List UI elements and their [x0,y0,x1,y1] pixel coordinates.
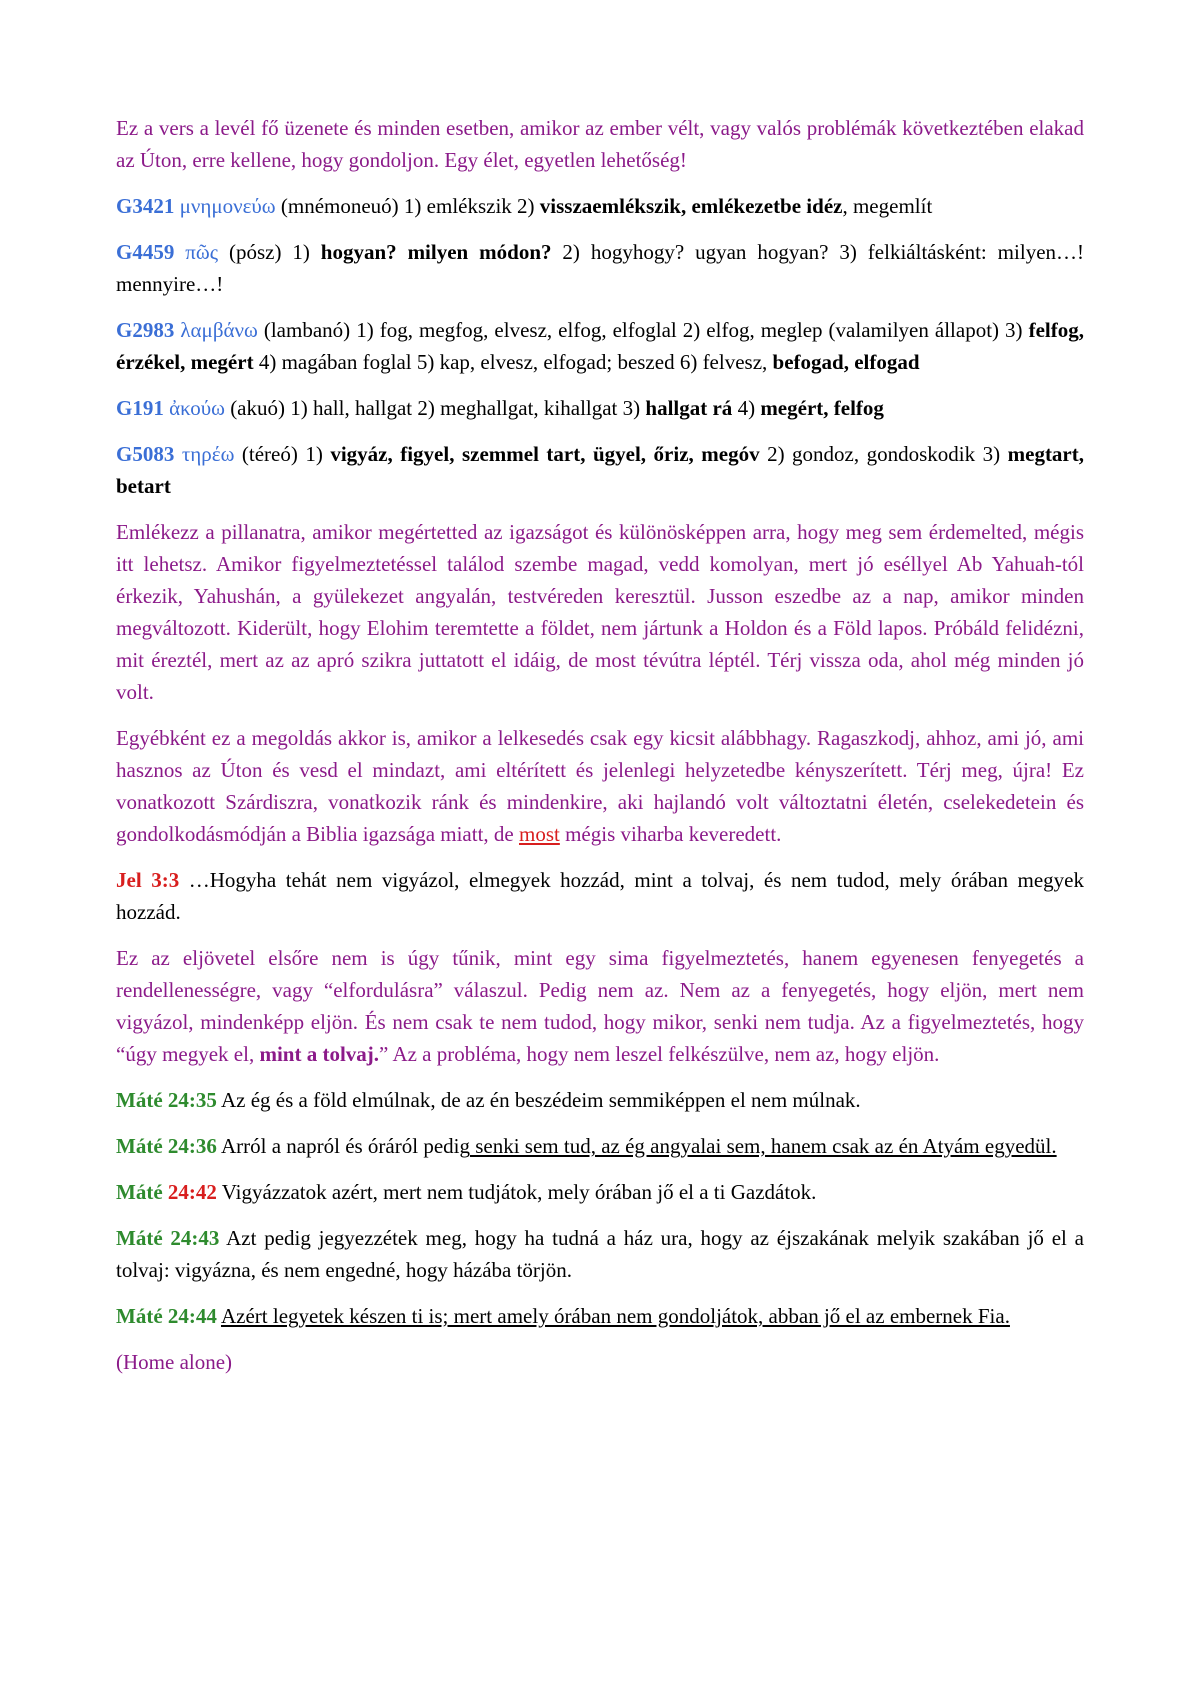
verse-reference: Jel 3:3 [116,868,180,892]
verse-reference-book: Máté [116,1180,168,1204]
greek-word: μνημονεύω [179,194,276,218]
verse-reference: Máté 24:44 [116,1304,217,1328]
greek-word: πῶς [185,240,219,264]
lexicon-g3421: G3421 μνημονεύω (mnémoneuó) 1) emlékszik 2) visszaemlékszik, emlékezetbe idéz, megemlít [116,194,933,218]
lexicon-g191: G191 ἀκούω (akuó) 1) hall, hallgat 2) meghallgat, kihallgat 3) hallgat rá 4) megért, felfog [116,396,884,420]
strong-code: G5083 [116,442,175,466]
verse-reference: Máté 24:35 [116,1088,217,1112]
verse-underlined-text: Azért legyetek készen ti is; mert amely órában nem gondoljátok, abban jő el az embernek Fia. [220,1304,1010,1328]
intro-paragraph: Ez a vers a levél fő üzenete és minden esetben, amikor az ember vélt, vagy valós problémák következtében elakad az Úton, erre kellene, hogy gondoljon. Egy élet, egyetlen lehetőség! [116,116,1084,172]
verse-text: Vigyázzatok azért, mert nem tudjátok, mely órában jő el a ti Gazdátok. [216,1180,817,1204]
greek-word: τηρέω [181,442,235,466]
strong-code: G191 [116,396,164,420]
verse-mate-24-44 [116,1300,1084,1332]
verse-underlined-text: senki sem tud, az ég angyalai sem, hanem csak az én Atyám egyedül. [469,1134,1057,1158]
verse-reference-number: 24:42 [167,1180,217,1204]
commentary-paragraph-2: Egyébként ez a megoldás akkor is, amikor a lelkesedés csak egy kicsit alábbhagy. Ragaszkodj, ahhoz, ami jó, ami hasznos az Úton és vesd el mindazt, ami eltérített és jelenlegi helyzetedbe kényszerített. Térj meg, újra! Ez vonatkozott Szárdiszra, vonatkozik ránk és mindenkire, aki hajlandó volt változtatni életén, cselekedetein és gondolkodásmódján a Biblia igazsága miatt, de most mégis viharba keveredett. [116,726,1084,846]
lexicon-g4459: G4459 πῶς (pósz) 1) hogyan? milyen módon? 2) hogyhogy? ugyan hogyan? 3) felkiáltásként: milyen…! mennyire…! [116,240,1085,296]
strong-code: G2983 [116,318,175,342]
verse-mate-24-42 [116,1176,1084,1208]
verse-mate-24-43 [116,1222,1084,1286]
lexicon-g5083: G5083 τηρέω (téreó) 1) vigyáz, figyel, szemmel tart, ügyel, őriz, megóv 2) gondoz, gondoskodik 3) megtart, betart [116,442,1084,498]
greek-word: ἀκούω [169,396,225,420]
greek-word: λαμβάνω [180,318,258,342]
commentary-paragraph-1: Emlékezz a pillanatra, amikor megértetted az igazságot és különösképpen arra, hogy meg sem érdemelted, mégis itt lehetsz. Amikor figyelmeztetéssel találod szembe magad, vedd komolyan, mert jó eséllyel Ab Yahuah-tól érkezik, Yahushán, a gyülekezet angyalán, testvéreden keresztül. Jusson eszedbe az a nap, amikor minden megváltozott. Kiderült, hogy Elohim teremtette a földet, nem jártunk a Holdon és a Föld lapos. Próbáld felidézni, mit éreztél, mert az az apró szikra juttatott el idáig, de most tévútra léptél. Térj vissza oda, ahol még minden jó volt. [116,520,1084,704]
strong-code: G4459 [116,240,175,264]
verse-mate-24-36 [116,1130,1084,1162]
verse-jel-3-3 [116,864,1084,928]
strong-code: G3421 [116,194,175,218]
closing-note: (Home alone) [116,1350,233,1374]
verse-text: Az ég és a föld elmúlnak, de az én beszédeim semmiképpen el nem múlnak. [216,1088,861,1112]
document-page [116,112,1084,1392]
verse-reference: Máté 24:43 [116,1226,220,1250]
verse-text: Azt pedig jegyezzétek meg, hogy ha tudná a ház ura, hogy az éjszakának melyik szakában jő el a tolvaj: vigyázna, és nem engedné, hogy házába törjön. [116,1226,1084,1282]
lexicon-g2983: G2983 λαμβάνω (lambanó) 1) fog, megfog, elvesz, elfog, elfoglal 2) elfog, meglep (valamilyen állapot) 3) felfog, érzékel, megért 4) magában foglal 5) kap, elvesz, elfogad; beszed 6) felvesz, befogad, elfogad [116,318,1084,374]
verse-text: Arról a napról és óráról pedig [216,1134,470,1158]
verse-text: …Hogyha tehát nem vigyázol, elmegyek hozzád, mint a tolvaj, és nem tudod, mely órában megyek hozzád. [116,868,1084,924]
verse-reference: Máté 24:36 [116,1134,217,1158]
verse-mate-24-35 [116,1084,1084,1116]
commentary-paragraph-3: Ez az eljövetel elsőre nem is úgy tűnik, mint egy sima figyelmeztetés, hanem egyenesen fenyegetés a rendellenességre, vagy “elfordulásra” válaszul. Pedig nem az. Nem az a fenyegetés, hogy eljön, mert nem vigyázol, mindenképp eljön. És nem csak te nem tudod, hogy mikor, senki nem tudja. Az a figyelmeztetés, hogy “úgy megyek el, mint a tolvaj.” Az a probléma, hogy nem leszel felkészülve, nem az, hogy eljön. [116,946,1084,1066]
